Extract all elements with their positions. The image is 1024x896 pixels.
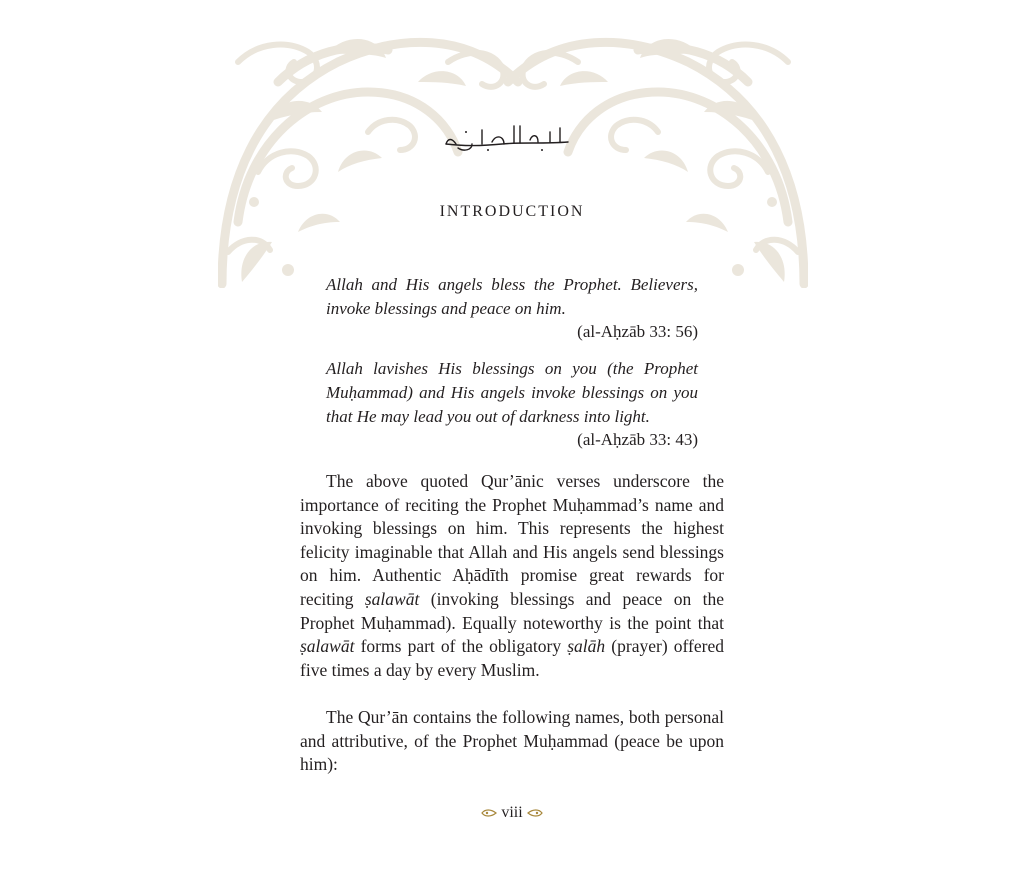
page-folio (470, 803, 554, 823)
epigraph-quote-2: Allah lavishes His blessings on you (the Prophet Muḥammad) and His angels invoke blessings on you that He may lead you out of darkness into light. (326, 359, 698, 426)
bismillah-calligraphy (442, 120, 572, 156)
leaf-ornament-icon (527, 809, 543, 817)
body-paragraph-1: The above quoted Qur’ānic verses underscore the importance of reciting the Prophet Muḥammad’s name and invoking blessings on him. This represents the highest felicity imaginable that Allah and His angels send blessings on him. Authentic Aḥādīth promise great rewards for reciting ṣalawāt (invoking blessings and peace on the Prophet Muḥammad). Equally noteworthy is the point that ṣalawāt forms part of the obligatory ṣalāh (prayer) offered five times a day by every Muslim. (300, 471, 724, 680)
leaf-ornament-icon (481, 809, 497, 817)
epigraph-citation-1: (al-Aḥzāb 33: 56) (577, 322, 698, 341)
epigraph-citation-2: (al-Aḥzāb 33: 43) (577, 430, 698, 449)
page-number: viii (501, 804, 523, 821)
epigraph-quote-1: Allah and His angels bless the Prophet. Believers, invoke blessings and peace on him. (326, 275, 698, 318)
page-title: INTRODUCTION (439, 203, 585, 220)
body-paragraph-2: The Qur’ān contains the following names, both personal and attributive, of the Prophet Muḥammad (peace be upon him): (300, 707, 724, 775)
